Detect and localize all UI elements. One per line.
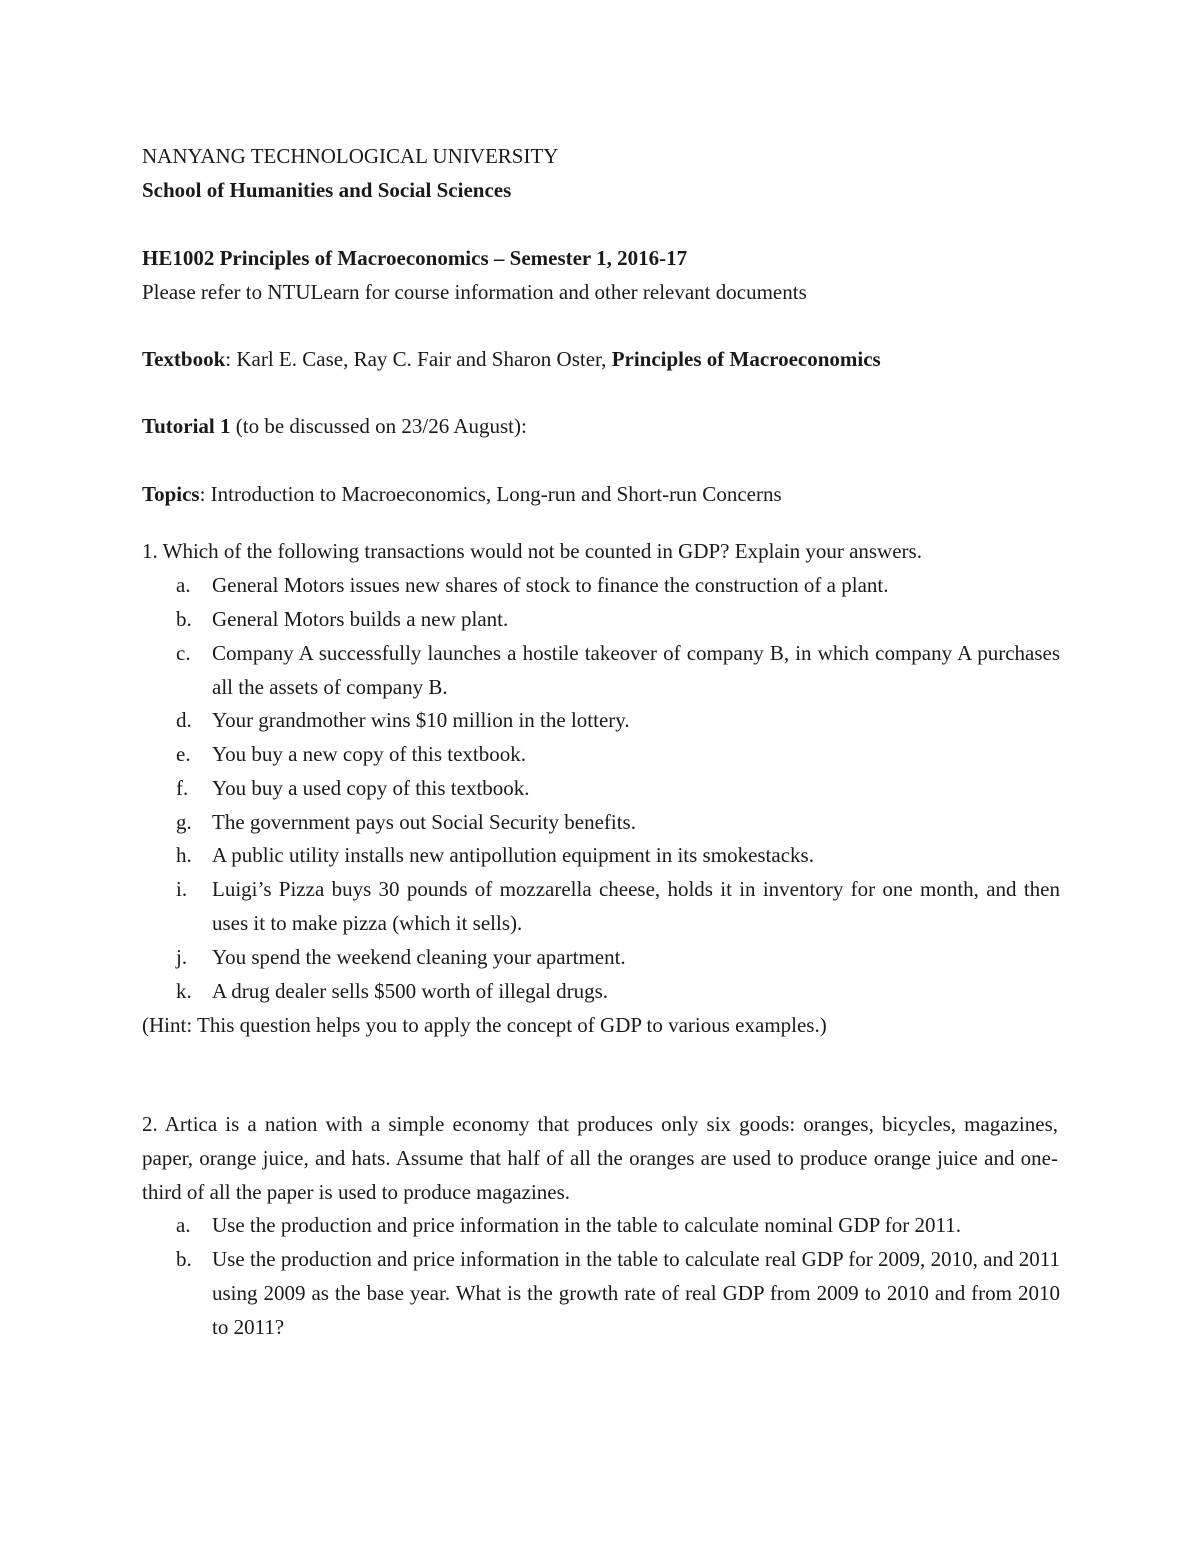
- item-label: b.: [176, 1247, 192, 1271]
- topics-line: [142, 480, 782, 508]
- textbook-label: Textbook: [142, 347, 226, 371]
- item-text: A public utility installs new antipollution equipment in its smokestacks.: [212, 843, 814, 867]
- item-text: A drug dealer sells $500 worth of illegal drugs.: [212, 979, 609, 1003]
- item-text: Use the production and price information in the table to calculate nominal GDP for 2011.: [212, 1213, 961, 1237]
- item-label: a.: [176, 1213, 191, 1237]
- item-text: Your grandmother wins $10 million in the lottery.: [212, 708, 630, 732]
- item-text: General Motors builds a new plant.: [212, 607, 509, 631]
- item-label: g.: [176, 810, 192, 834]
- question-2-text: 2. Artica is a nation with a simple economy that produces only six goods: oranges, bicycles, magazines, paper, orange juice, and hats. Assume that half of all the oranges are used to produce orange juice and one-third of all the paper is used to produce magazines.: [142, 1112, 1058, 1204]
- item-text: Use the production and price information in the table to calculate real GDP for 2009, 2010, and 2011 using 2009 as the base year. What is the growth rate of real GDP from 2009 to 2010 and from 2010 to 2011?: [212, 1247, 1060, 1339]
- item-label: i.: [176, 877, 188, 901]
- item-label: f.: [176, 776, 189, 800]
- item-label: b.: [176, 607, 192, 631]
- item-label: k.: [176, 979, 192, 1003]
- item-label: c.: [176, 641, 191, 665]
- tutorial-line: [142, 412, 527, 440]
- question-1-hint: (Hint: This question helps you to apply the concept of GDP to various examples.): [142, 1013, 827, 1037]
- item-label: a.: [176, 573, 191, 597]
- item-text: You spend the weekend cleaning your apartment.: [212, 945, 626, 969]
- item-text: Company A successfully launches a hostile takeover of company B, in which company A purchases all the assets of company B.: [212, 641, 1060, 699]
- school-name: School of Humanities and Social Sciences: [142, 178, 512, 202]
- item-text: General Motors issues new shares of stock to finance the construction of a plant.: [212, 573, 889, 597]
- tutorial-detail: (to be discussed on 23/26 August):: [230, 414, 527, 438]
- textbook-title: Principles of Macroeconomics: [611, 347, 881, 371]
- topics-text: : Introduction to Macroeconomics, Long-run and Short-run Concerns: [199, 482, 782, 506]
- item-label: h.: [176, 843, 192, 867]
- item-text: You buy a new copy of this textbook.: [212, 742, 527, 766]
- course-title: HE1002 Principles of Macroeconomics – Semester 1, 2016-17: [142, 246, 688, 270]
- item-text: You buy a used copy of this textbook.: [212, 776, 530, 800]
- university-name: NANYANG TECHNOLOGICAL UNIVERSITY: [142, 144, 559, 168]
- question-1-text: 1. Which of the following transactions would not be counted in GDP? Explain your answers.: [142, 539, 922, 563]
- item-label: j.: [176, 945, 188, 969]
- item-text: Luigi’s Pizza buys 30 pounds of mozzarella cheese, holds it in inventory for one month, and then uses it to make pizza (which it sells).: [212, 877, 1060, 935]
- textbook-authors: : Karl E. Case, Ray C. Fair and Sharon Oster,: [225, 347, 612, 371]
- item-label: d.: [176, 708, 192, 732]
- textbook-line: [142, 345, 881, 373]
- topics-label: Topics: [142, 482, 200, 506]
- course-note: Please refer to NTULearn for course information and other relevant documents: [142, 280, 807, 304]
- item-label: e.: [176, 742, 191, 766]
- item-text: The government pays out Social Security benefits.: [212, 810, 636, 834]
- tutorial-label: Tutorial 1: [142, 414, 231, 438]
